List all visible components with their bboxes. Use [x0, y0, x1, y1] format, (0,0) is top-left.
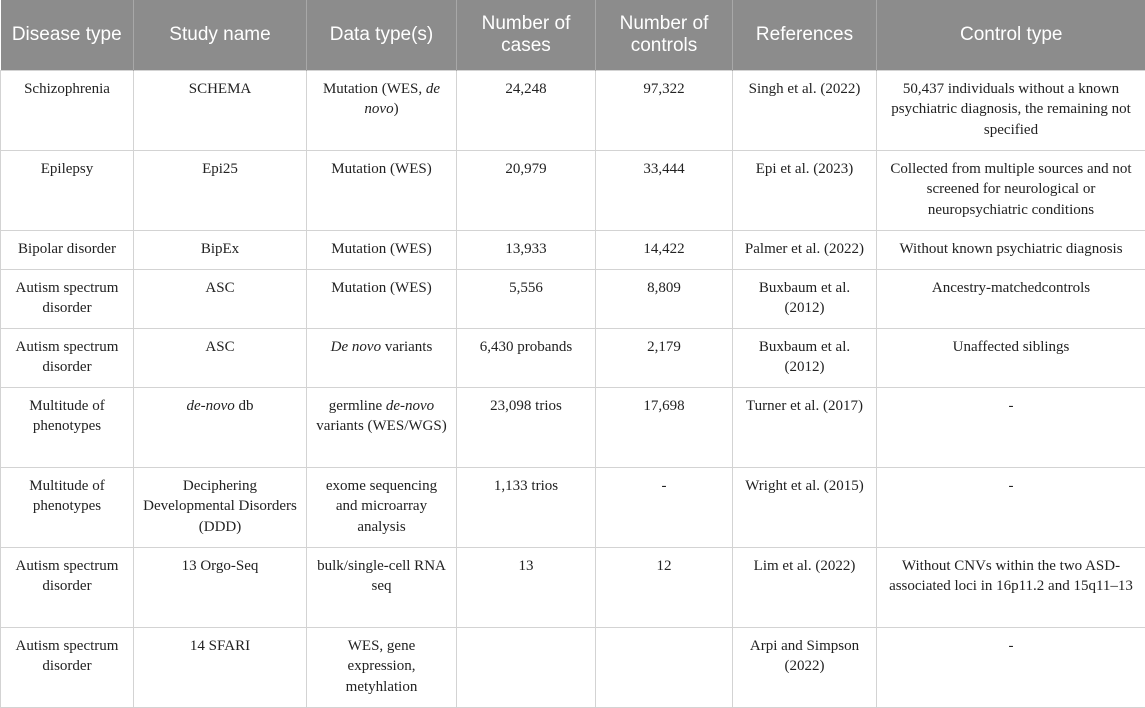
cell-disease-type: Autism spectrum disorder	[1, 328, 134, 387]
data-type-italic: de novo	[364, 80, 441, 117]
cell-controls: 8,809	[596, 269, 733, 328]
table-row	[1, 387, 1145, 467]
header-control-type: Control type	[877, 0, 1145, 70]
cell-cases: 1,133 trios	[457, 467, 596, 547]
cell-study-name: ASC	[134, 328, 307, 387]
cell-cases	[457, 627, 596, 707]
cell-disease-type: Autism spectrum disorder	[1, 547, 134, 627]
header-data-types: Data type(s)	[307, 0, 457, 70]
table-row	[1, 70, 1145, 150]
cell-disease-type: Autism spectrum disorder	[1, 627, 134, 707]
cell-reference: Epi et al. (2023)	[733, 150, 877, 230]
cell-data-type: Mutation (WES)	[307, 230, 457, 269]
data-type-text: variants (WES/WGS)	[316, 418, 447, 434]
cell-reference: Lim et al. (2022)	[733, 547, 877, 627]
cell-control-type: Ancestry-matchedcontrols	[877, 269, 1145, 328]
cell-study-name: Deciphering Developmental Disorders (DDD)	[134, 467, 307, 547]
cell-data-type	[307, 70, 457, 150]
cell-reference: Turner et al. (2017)	[733, 387, 877, 467]
cell-data-type: Mutation (WES)	[307, 269, 457, 328]
cell-controls: 14,422	[596, 230, 733, 269]
cell-data-type: exome sequencing and microarray analysis	[307, 467, 457, 547]
header-study-name: Study name	[134, 0, 307, 70]
cell-reference: Buxbaum et al. (2012)	[733, 269, 877, 328]
header-number-of-cases: Number of cases	[457, 0, 596, 70]
cell-disease-type: Multitude of phenotypes	[1, 387, 134, 467]
cell-cases: 6,430 probands	[457, 328, 596, 387]
cell-disease-type: Multitude of phenotypes	[1, 467, 134, 547]
table-row	[1, 467, 1145, 547]
table-row	[1, 230, 1145, 269]
header-row	[1, 0, 1145, 70]
study-name-text: db	[234, 397, 254, 414]
cell-control-type: Collected from multiple sources and not screened for neurological or neuropsychiatric conditions	[877, 150, 1145, 230]
cell-controls: 33,444	[596, 150, 733, 230]
cell-disease-type: Schizophrenia	[1, 70, 134, 150]
cell-control-type: Without CNVs within the two ASD-associated loci in 16p11.2 and 15q11–13	[877, 547, 1145, 627]
cell-control-type: -	[877, 467, 1145, 547]
cell-disease-type: Epilepsy	[1, 150, 134, 230]
table-row	[1, 269, 1145, 328]
header-references: References	[733, 0, 877, 70]
table-row	[1, 328, 1145, 387]
cell-data-type	[307, 328, 457, 387]
table-row	[1, 547, 1145, 627]
data-type-italic: De novo	[330, 338, 382, 355]
cell-data-type: bulk/single-cell RNA seq	[307, 547, 457, 627]
cell-controls: 97,322	[596, 70, 733, 150]
cell-control-type: Unaffected siblings	[877, 328, 1145, 387]
cell-controls: 12	[596, 547, 733, 627]
cell-cases: 13,933	[457, 230, 596, 269]
cell-disease-type: Bipolar disorder	[1, 230, 134, 269]
cell-controls: -	[596, 467, 733, 547]
cell-control-type: -	[877, 627, 1145, 707]
cell-cases: 24,248	[457, 70, 596, 150]
table-row	[1, 627, 1145, 707]
cell-data-type	[307, 387, 457, 467]
cell-reference: Singh et al. (2022)	[733, 70, 877, 150]
cell-controls: 17,698	[596, 387, 733, 467]
cell-reference: Arpi and Simpson (2022)	[733, 627, 877, 707]
cell-cases: 13	[457, 547, 596, 627]
data-type-text: Mutation (WES,	[322, 80, 426, 97]
cell-control-type: Without known psychiatric diagnosis	[877, 230, 1145, 269]
cell-study-name: ASC	[134, 269, 307, 328]
data-type-text: )	[393, 101, 399, 117]
cell-reference: Buxbaum et al. (2012)	[733, 328, 877, 387]
cell-controls: 2,179	[596, 328, 733, 387]
cell-study-name: Epi25	[134, 150, 307, 230]
cell-cases: 5,556	[457, 269, 596, 328]
cell-data-type: WES, gene expression, metyhlation	[307, 627, 457, 707]
header-number-of-controls: Number of controls	[596, 0, 733, 70]
cell-control-type: 50,437 individuals without a known psychiatric diagnosis, the remaining not specified	[877, 70, 1145, 150]
cell-data-type: Mutation (WES)	[307, 150, 457, 230]
data-type-italic: de-novo	[385, 397, 435, 414]
cell-study-name: BipEx	[134, 230, 307, 269]
study-name-italic: de-novo	[186, 397, 235, 414]
cell-study-name	[134, 387, 307, 467]
table-row	[1, 150, 1145, 230]
data-type-text: variants	[381, 338, 433, 355]
header-disease-type: Disease type	[1, 0, 134, 70]
cell-disease-type: Autism spectrum disorder	[1, 269, 134, 328]
cell-control-type: -	[877, 387, 1145, 467]
cell-cases: 23,098 trios	[457, 387, 596, 467]
cell-reference: Palmer et al. (2022)	[733, 230, 877, 269]
cell-study-name: SCHEMA	[134, 70, 307, 150]
cell-reference: Wright et al. (2015)	[733, 467, 877, 547]
data-type-text: germline	[328, 397, 386, 414]
cell-study-name: 13 Orgo-Seq	[134, 547, 307, 627]
cell-controls	[596, 627, 733, 707]
cell-study-name: 14 SFARI	[134, 627, 307, 707]
cell-cases: 20,979	[457, 150, 596, 230]
